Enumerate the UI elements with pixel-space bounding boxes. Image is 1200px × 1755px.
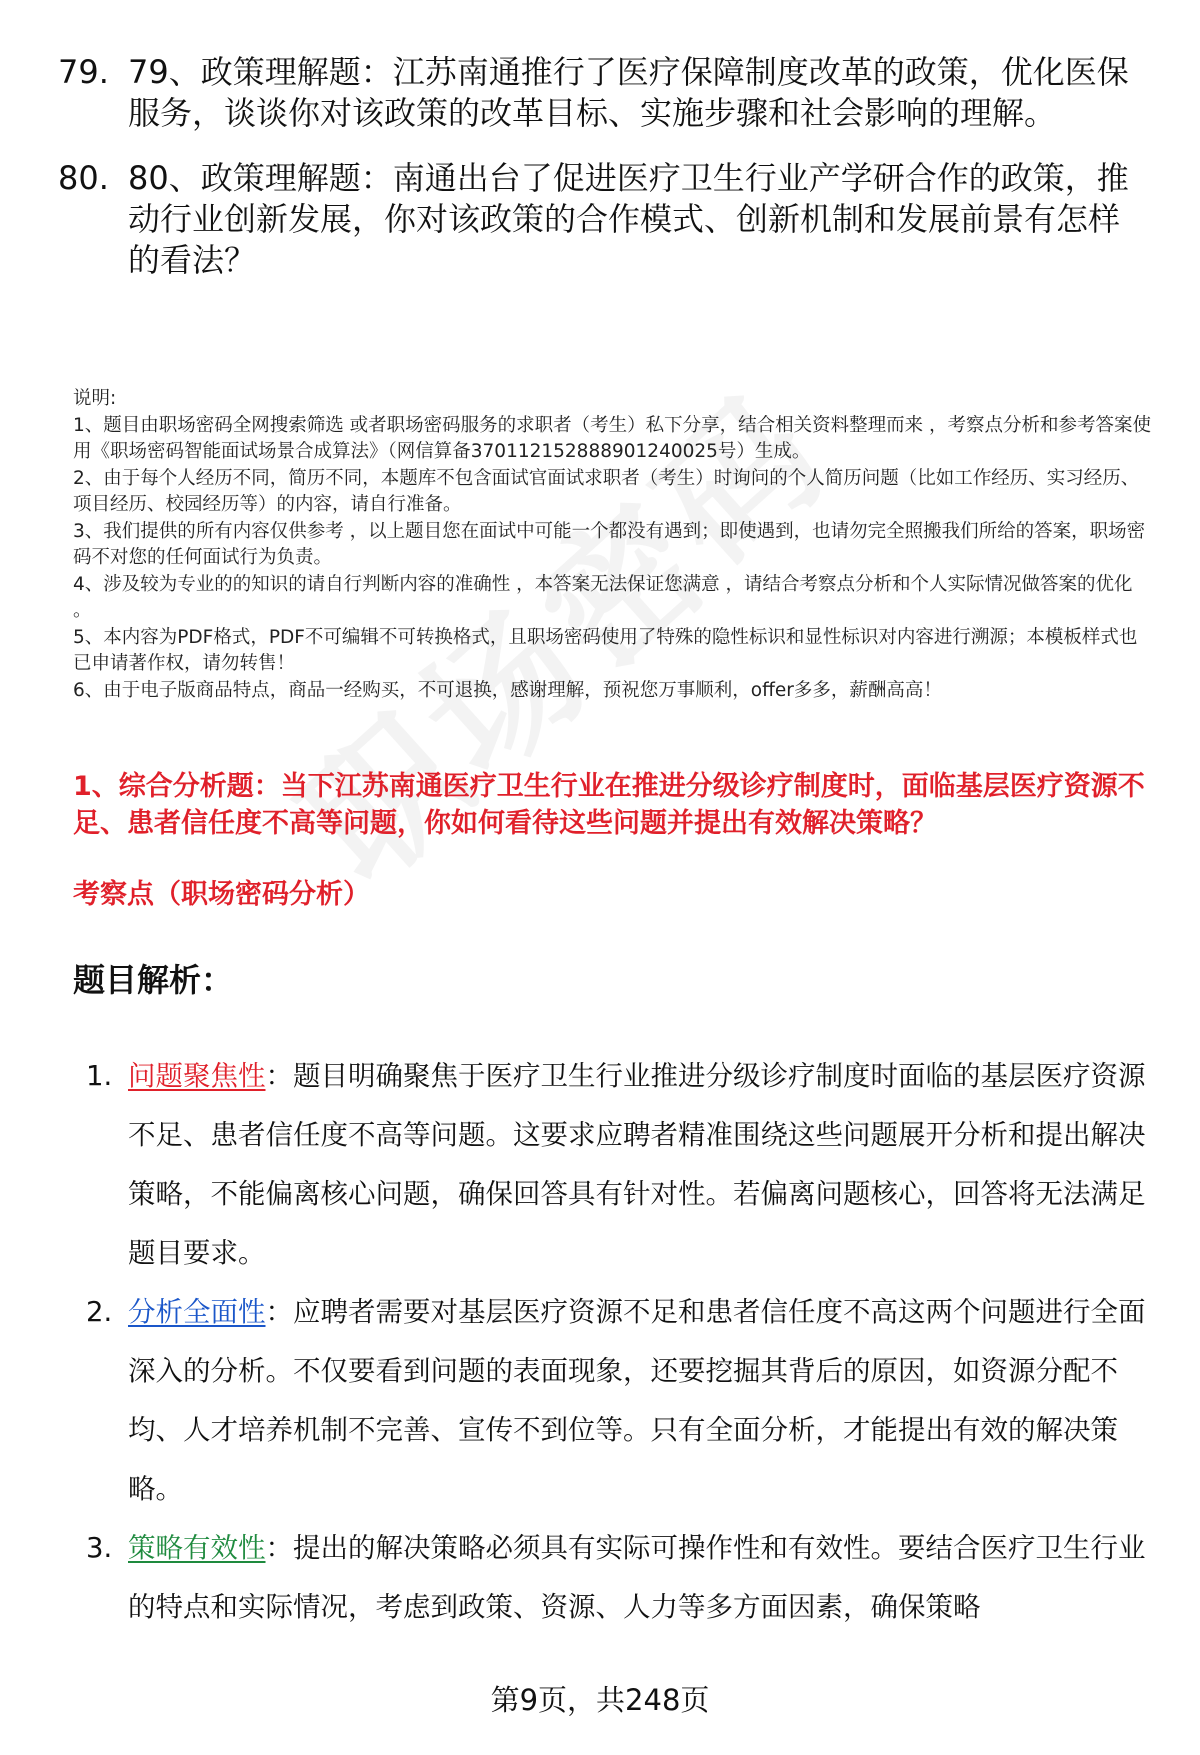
- analysis-item: [86, 1283, 1146, 1519]
- notes-heading: 说明:: [73, 388, 117, 409]
- question-number: 79.: [58, 53, 109, 91]
- question-item: [58, 158, 1148, 281]
- analysis-text: ：题目明确聚焦于医疗卫生行业推进分级诊疗制度时面临的基层医疗资源不足、患者信任度不高等问题。这要求应聘者精准围绕这些问题展开分析和提出解决策略，不能偏离核心问题，确保回答具有针对性。若偏离问题核心，回答将无法满足题目要求。: [128, 1060, 1146, 1269]
- question-list: [58, 52, 1148, 305]
- analysis-content: [128, 1519, 1146, 1637]
- section-title: 题目解析：: [73, 961, 234, 999]
- note-item: 2、由于每个人经历不同，简历不同，本题库不包含面试官面试求职者（考生）时询问的个人简历问题（比如工作经历、实习经历、项目经历、校园经历等）的内容，请自行准备。: [73, 467, 1140, 515]
- note-item: 1、题目由职场密码全网搜索筛选 或者职场密码服务的求职者（考生）私下分享，结合相关资料整理而来 ，考察点分析和参考答案使用《职场密码智能面试场景合成算法》（网信算备370112152888901240025号）生成。: [73, 414, 1152, 462]
- note-item: 6、由于电子版商品特点，商品一经购买，不可退换，感谢理解，预祝您万事顺利，offer多多，薪酬高高！: [73, 679, 942, 701]
- page-footer: 第9页，共248页: [490, 1683, 710, 1717]
- question-text: 80、政策理解题：南通出台了促进医疗卫生行业产学研合作的政策，推动行业创新发展，你对该政策的合作模式、创新机制和发展前景有怎样的看法？: [128, 159, 1129, 279]
- question-number: 80.: [58, 159, 109, 197]
- analysis-keyword: 问题聚焦性: [128, 1060, 266, 1092]
- note-item: 3、我们提供的所有内容仅供参考 ，以上题目您在面试中可能一个都没有遇到；即使遇到，也请勿完全照搬我们所给的答案，职场密码不对您的任何面试行为负责。: [73, 520, 1146, 568]
- analysis-number: 2.: [86, 1296, 113, 1328]
- analysis-content: [128, 1283, 1146, 1519]
- notes-block: [73, 386, 1153, 704]
- analysis-keyword: 策略有效性: [128, 1532, 266, 1564]
- analysis-content: [128, 1047, 1146, 1283]
- analysis-item: [86, 1047, 1146, 1283]
- kaochadian-heading: 考察点（职场密码分析）: [73, 879, 370, 910]
- analysis-number: 3.: [86, 1532, 113, 1564]
- question-item: [58, 52, 1148, 134]
- analysis-text: ：提出的解决策略必须具有实际可操作性和有效性。要结合医疗卫生行业的特点和实际情况，考虑到政策、资源、人力等多方面因素，确保策略: [128, 1532, 1146, 1623]
- question-text: 79、政策理解题：江苏南通推行了医疗保障制度改革的政策，优化医保服务，谈谈你对该政策的改革目标、实施步骤和社会影响的理解。: [128, 53, 1129, 132]
- main-question: 1、综合分析题：当下江苏南通医疗卫生行业在推进分级诊疗制度时，面临基层医疗资源不足、患者信任度不高等问题，你如何看待这些问题并提出有效解决策略？: [73, 771, 1145, 839]
- note-item: 4、涉及较为专业的的知识的请自行判断内容的准确性 ，本答案无法保证您满意 ，请结合考察点分析和个人实际情况做答案的优化 。: [73, 573, 1133, 621]
- note-item: 5、本内容为PDF格式，PDF不可编辑不可转换格式，且职场密码使用了特殊的隐性标识和显性标识对内容进行溯源；本模板样式也已申请著作权，请勿转售！: [73, 626, 1138, 674]
- analysis-number: 1.: [86, 1060, 113, 1092]
- analysis-list: [86, 1047, 1146, 1637]
- analysis-item: [86, 1519, 1146, 1637]
- analysis-keyword: 分析全面性: [128, 1296, 266, 1328]
- analysis-text: ：应聘者需要对基层医疗资源不足和患者信任度不高这两个问题进行全面深入的分析。不仅要看到问题的表面现象，还要挖掘其背后的原因，如资源分配不均、人才培养机制不完善、宣传不到位等。只有全面分析，才能提出有效的解决策略。: [128, 1296, 1146, 1505]
